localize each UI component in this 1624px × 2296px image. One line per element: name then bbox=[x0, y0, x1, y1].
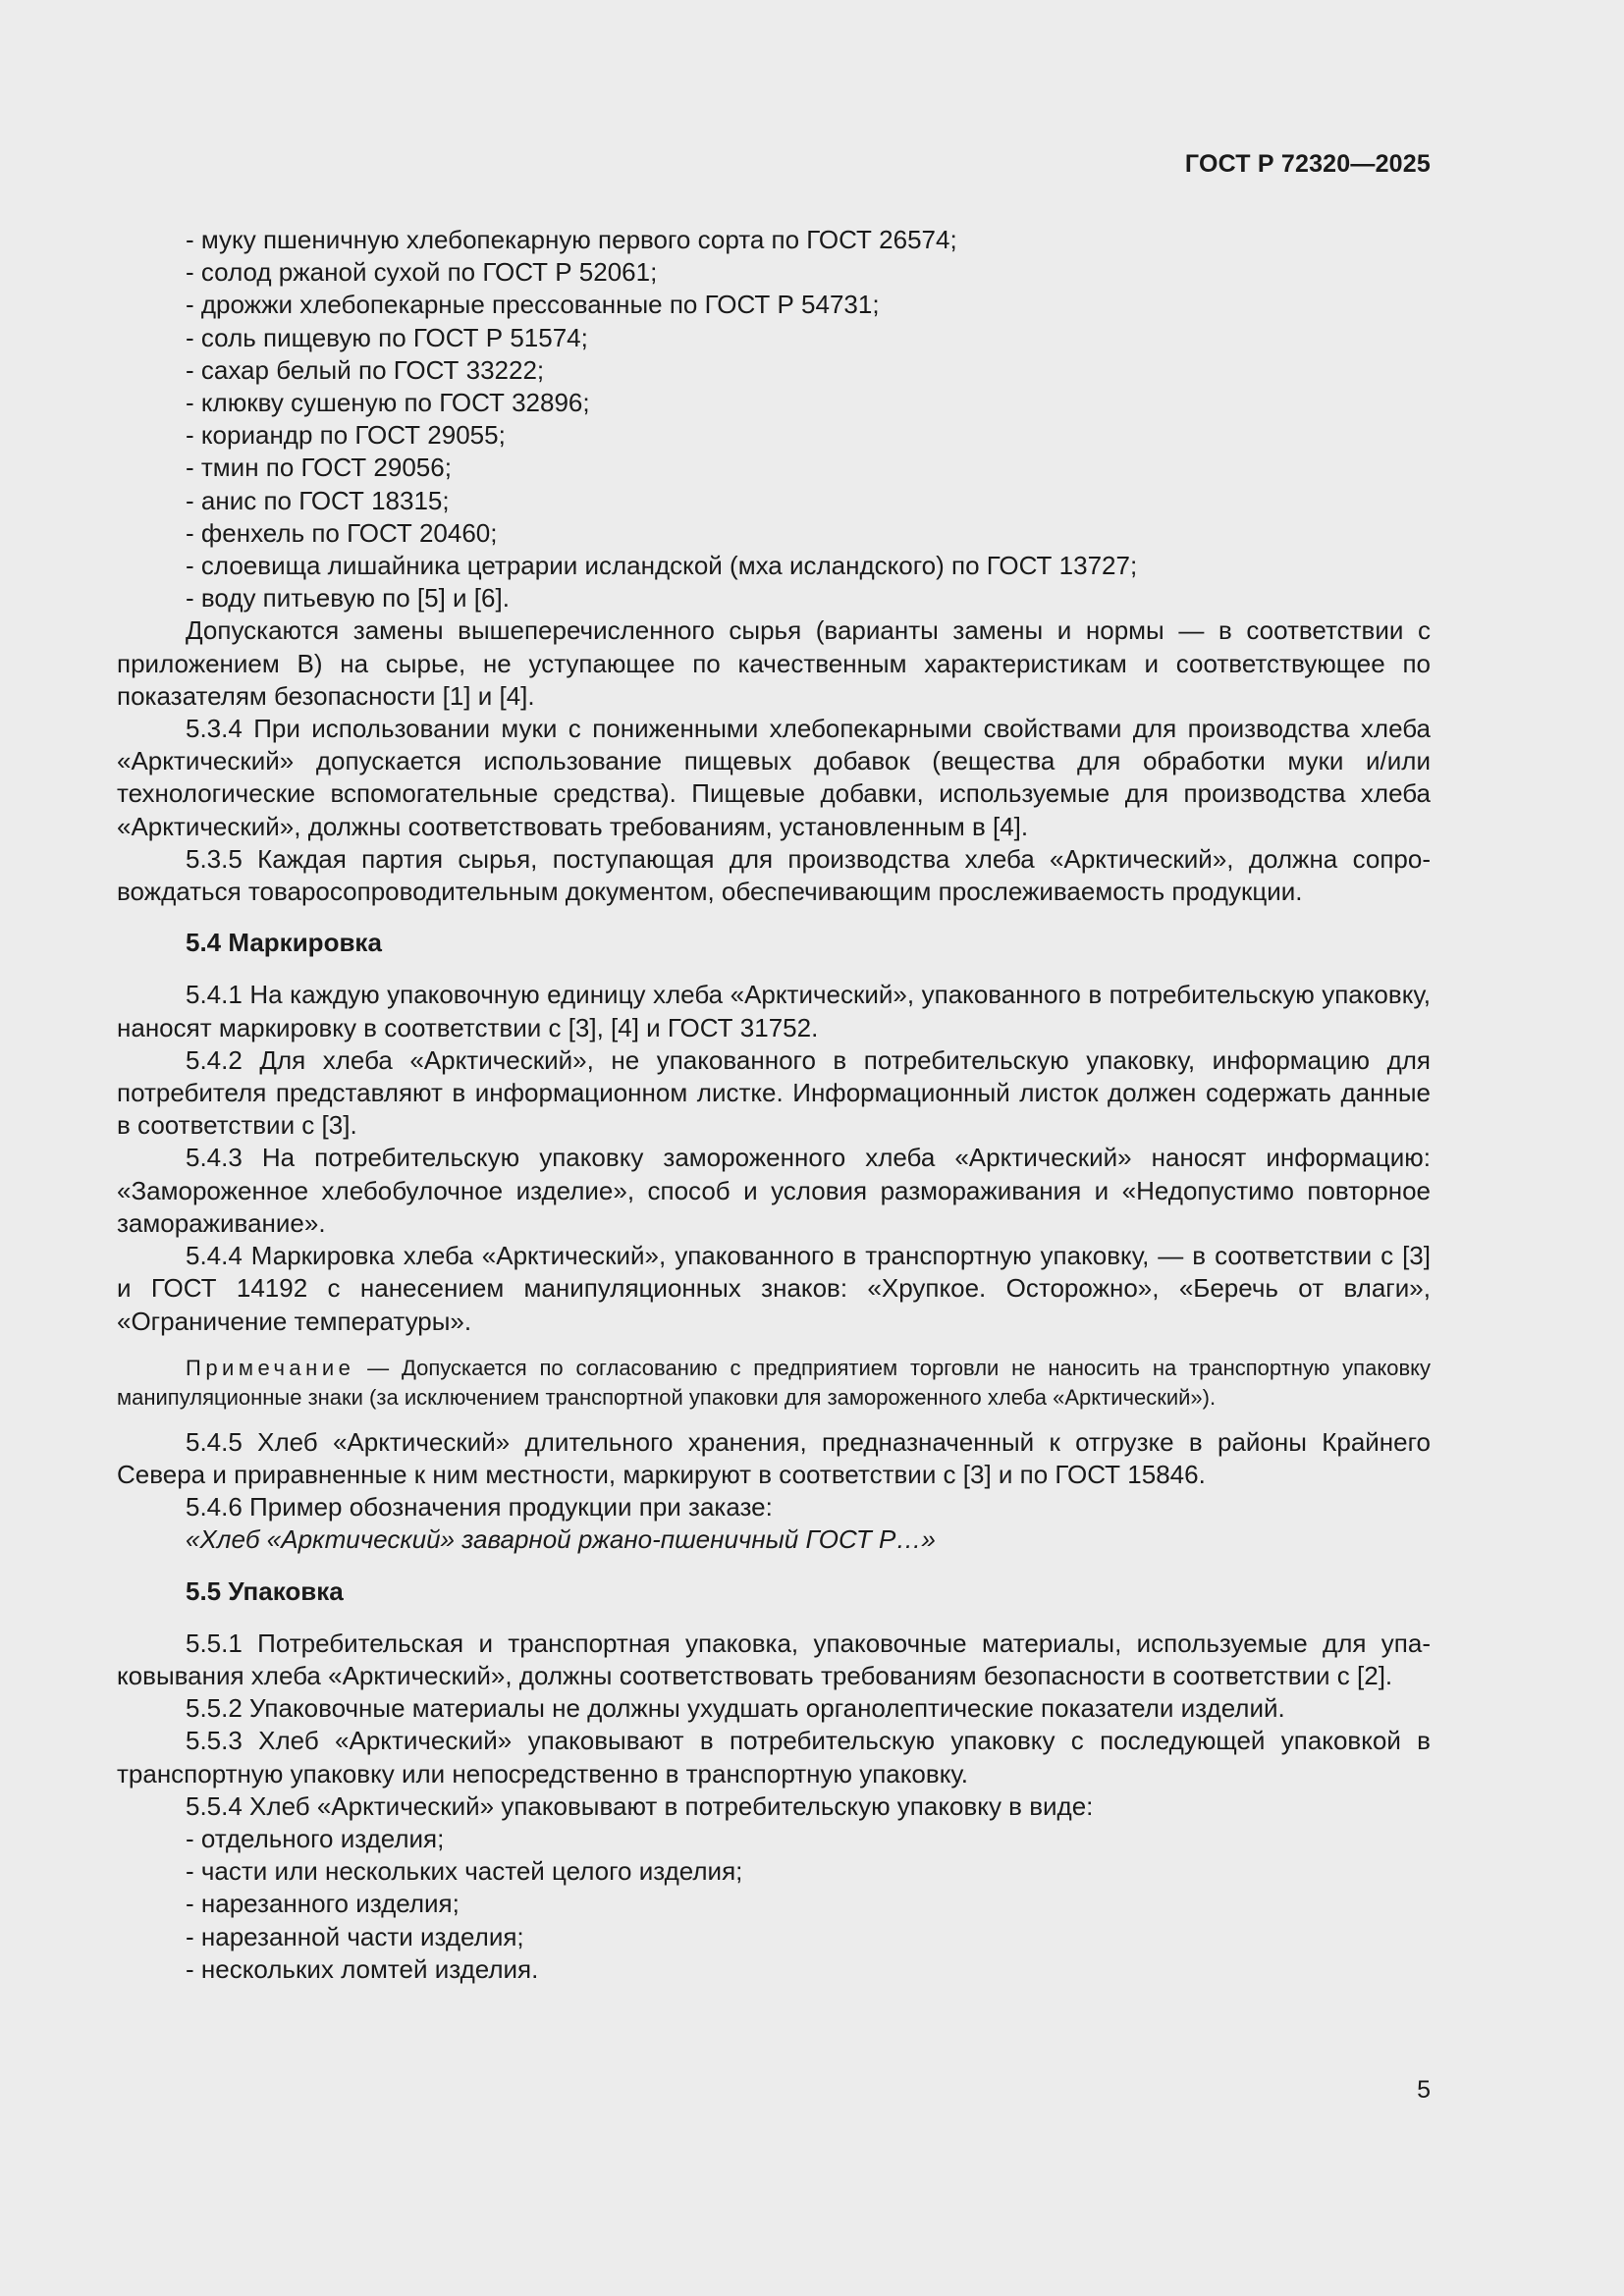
product-designation-example: «Хлеб «Арктический» заварной ржано-пшеничный ГОСТ Р…» bbox=[186, 1524, 936, 1555]
paragraph-5-5-3: 5.5.3 Хлеб «Арктический» упаковывают в потребительскую упаковку с последующей упаковкой в транспортную упаковку или непосредственно в транспортную упаковку. bbox=[117, 1726, 1431, 1789]
list-item: - тмин по ГОСТ 29056; bbox=[186, 453, 452, 483]
paragraph-5-3-4: 5.3.4 При использовании муки с пониженными хлебопекарными свойствами для производства хлеба «Арктический» допускается использование пищевых добавок (вещества для обработки муки и/или технологические вспомогательные средства). Пищевые добавки, используемые для производства хлеба «Арктический», должны соответствовать требованиям, установленным в [4]. bbox=[117, 714, 1431, 841]
list-item: - кориандр по ГОСТ 29055; bbox=[186, 420, 506, 451]
paragraph-5-3-5: 5.3.5 Каждая партия сырья, поступающая для производства хлеба «Арктический», должна сопровождаться товаросопроводительным документом, обеспечивающим прослеживаемость продукции. bbox=[117, 843, 1431, 907]
list-item: - нарезанного изделия; bbox=[186, 1889, 460, 1919]
paragraph-5-4-4: 5.4.4 Маркировка хлеба «Арктический», упакованного в транспортную упаковку, — в соответствии с [3] и ГОСТ 14192 с нанесением манипуляционных знаков: «Хрупкое. Осторожно», «Беречь от влаги», «Ограничение температуры». bbox=[117, 1241, 1431, 1336]
list-item: - части или нескольких частей целого изделия; bbox=[186, 1856, 743, 1887]
list-item: - соль пищевую по ГОСТ Р 51574; bbox=[186, 322, 588, 352]
list-item: - воду питьевую по [5] и [6]. bbox=[186, 583, 510, 614]
list-item: - фенхель по ГОСТ 20460; bbox=[186, 517, 498, 548]
packaging-forms-list bbox=[117, 1823, 1431, 1986]
paragraph-substitutes: Допускаются замены вышеперечисленного сырья (варианты замены и нормы — в соответствии с приложением В) на сырье, не уступающее по качественным характеристикам и соответствующее по показателям безопасности [1] и [4]. bbox=[117, 615, 1431, 711]
paragraph-5-5-1: 5.5.1 Потребительская и транспортная упаковка, упаковочные материалы, используемые для упаковывания хлеба «Арктический», должны соответствовать требованиям безопасности в соответствии с [2]. bbox=[117, 1628, 1431, 1690]
page-number: 5 bbox=[1417, 2076, 1431, 2104]
paragraph-5-4-1: 5.4.1 На каждую упаковочную единицу хлеба «Арктический», упакованного в потребительскую упаковку, наносят маркировку в соответствии с [3], [4] и ГОСТ 31752. bbox=[117, 980, 1431, 1042]
note-text: — Допускается по согласованию с предприятием торговли не наносить на транспортную упаковку манипуляционные знаки (за исключением транспортной упаковки для замороженного хлеба «Арктический»). bbox=[117, 1355, 1431, 1410]
list-item: - нескольких ломтей изделия. bbox=[186, 1953, 539, 1984]
note-block bbox=[117, 1354, 1431, 1413]
section-heading-5-4: 5.4 Маркировка bbox=[186, 928, 382, 958]
paragraph-5-5-2: 5.5.2 Упаковочные материалы не должны ухудшать органолептические показатели изделий. bbox=[186, 1693, 1285, 1724]
list-item: - анис по ГОСТ 18315; bbox=[186, 485, 450, 515]
note-label: Примечание bbox=[186, 1355, 355, 1380]
paragraph-5-4-6: 5.4.6 Пример обозначения продукции при заказе: bbox=[186, 1492, 773, 1522]
list-item: - отдельного изделия; bbox=[186, 1823, 445, 1853]
paragraph-5-4-3: 5.4.3 На потребительскую упаковку замороженного хлеба «Арктический» наносят информацию: «Замороженное хлебобулочное изделие», способ и условия размораживания и «Недопустимо повторное замораживание». bbox=[117, 1143, 1431, 1238]
list-item: - нарезанной части изделия; bbox=[186, 1921, 524, 1951]
list-item: - клюкву сушеную по ГОСТ 32896; bbox=[186, 388, 590, 418]
list-item: - дрожжи хлебопекарные прессованные по ГОСТ Р 54731; bbox=[186, 290, 880, 320]
raw-materials-list bbox=[117, 224, 1431, 614]
page-body bbox=[117, 224, 1431, 1986]
paragraph-5-5-4: 5.5.4 Хлеб «Арктический» упаковывают в потребительскую упаковку в виде: bbox=[186, 1790, 1094, 1821]
list-item: - солод ржаной сухой по ГОСТ Р 52061; bbox=[186, 257, 658, 288]
list-item: - сахар белый по ГОСТ 33222; bbox=[186, 354, 545, 385]
list-item: - слоевища лишайника цетрарии исландской (мха исландского) по ГОСТ 13727; bbox=[186, 551, 1138, 581]
section-heading-5-5: 5.5 Упаковка bbox=[186, 1575, 344, 1606]
document-header-id: ГОСТ Р 72320—2025 bbox=[1184, 150, 1431, 178]
paragraph-5-4-5: 5.4.5 Хлеб «Арктический» длительного хранения, предназначенный к отгрузке в районы Крайнего Севера и приравненные к ним местности, маркируют в соответствии с [3] и по ГОСТ 15846. bbox=[117, 1426, 1431, 1489]
list-item: - муку пшеничную хлебопекарную первого сорта по ГОСТ 26574; bbox=[186, 225, 957, 254]
paragraph-5-4-2: 5.4.2 Для хлеба «Арктический», не упакованного в потребительскую упаковку, информацию для потребителя представляют в информационном листке. Информационный листок должен содержать данные в соответствии с [3]. bbox=[117, 1044, 1431, 1141]
